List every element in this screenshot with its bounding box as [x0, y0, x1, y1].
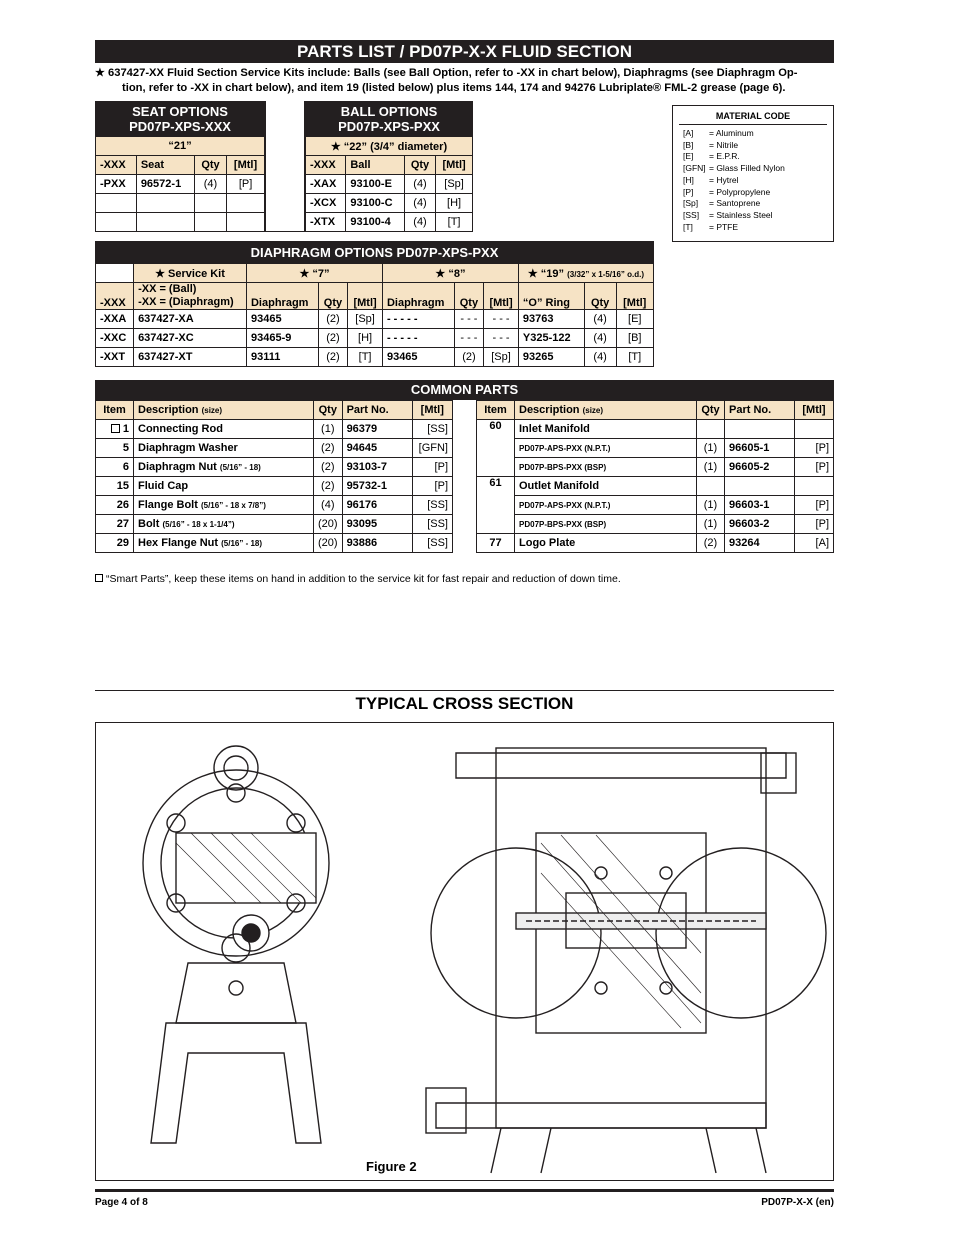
cp-h-qty: Qty	[314, 401, 343, 420]
cell	[96, 458, 134, 477]
cell: (1)	[697, 515, 725, 534]
material-code-row	[673, 187, 833, 199]
figure-label: Figure 2	[366, 1159, 417, 1174]
cell: [Sp]	[484, 348, 519, 367]
cell: 95732-1	[342, 477, 412, 496]
cell: 94645	[342, 439, 412, 458]
cell: (2)	[318, 348, 348, 367]
material-code-key: [T]	[683, 221, 693, 232]
material-code-value: = E.P.R.	[709, 151, 740, 162]
description: Bolt	[138, 518, 160, 530]
material-code-value: = Santoprene	[709, 198, 761, 209]
empty-divider-box	[265, 101, 305, 232]
document-id: PD07P-X-X (en)	[761, 1197, 834, 1208]
cell: [A]	[795, 534, 834, 553]
smart-parts-note	[95, 573, 621, 585]
material-code-key: [E]	[683, 151, 694, 162]
ball-title-1: BALL OPTIONS	[340, 104, 438, 119]
cell: (4)	[584, 329, 616, 348]
size: (5/16” - 18 x 7/8”)	[200, 501, 266, 510]
common-parts-left-table	[95, 400, 453, 553]
star-icon: ★	[95, 67, 106, 79]
ball-h-ball: Ball	[346, 156, 405, 175]
cell: [Sp]	[436, 175, 473, 194]
cell: (1)	[697, 496, 725, 515]
cell: 93264	[725, 534, 795, 553]
cell: 93111	[246, 348, 318, 367]
material-code-row	[673, 175, 833, 187]
cell: 637427-XC	[134, 329, 247, 348]
material-code-value: = Stainless Steel	[709, 209, 773, 220]
cell: - - - - -	[382, 329, 454, 348]
table-row	[96, 458, 453, 477]
cell: [T]	[348, 348, 383, 367]
material-code-row	[673, 128, 833, 140]
cross-section-title: TYPICAL CROSS SECTION	[355, 694, 574, 713]
cell: 96605-1	[725, 439, 795, 458]
note-line-2: tion, refer to -XX in chart below), and item 19 (listed below) plus items 144, 174 and 94276 Lubriplate® FML-2 grease (page 6).	[122, 82, 786, 94]
ball-title-2: PD07P-XPS-PXX	[338, 119, 440, 134]
seat-h-code: -XXX	[96, 156, 137, 175]
table-row	[306, 194, 473, 213]
checkbox-square-icon	[95, 574, 103, 582]
diaphragm-title: DIAPHRAGM OPTIONS PD07P-XPS-PXX	[96, 242, 654, 264]
dia-h: Qty	[454, 283, 484, 310]
cell	[96, 496, 134, 515]
cell: -XXA	[96, 310, 134, 329]
cell: - - -	[484, 329, 519, 348]
material-code-key: [SS]	[683, 209, 700, 220]
kit-sub	[134, 283, 247, 310]
cell: (4)	[404, 175, 435, 194]
cp-h-part: Part No.	[725, 401, 795, 420]
item-number: 26	[116, 499, 129, 511]
description: Connecting Rod	[138, 423, 223, 435]
description: Fluid Cap	[138, 480, 189, 492]
cell: (4)	[404, 194, 435, 213]
cell: [B]	[616, 329, 654, 348]
material-code-value: = Glass Filled Nylon	[709, 163, 785, 174]
cell: -XTX	[306, 213, 346, 232]
material-code-key: [P]	[683, 186, 694, 197]
material-code-key: [B]	[683, 139, 694, 150]
table-row	[306, 213, 473, 232]
material-code-box	[672, 105, 834, 242]
item-number: 6	[122, 461, 129, 473]
table-row	[96, 348, 654, 367]
item-number: 15	[116, 480, 129, 492]
cell: [SS]	[412, 496, 452, 515]
diaphragm-options-table	[95, 241, 654, 367]
table-row	[306, 175, 473, 194]
cell: [P]	[795, 496, 834, 515]
cp-h-qty: Qty	[697, 401, 725, 420]
cell: (4)	[584, 348, 616, 367]
table-row	[477, 420, 834, 439]
material-code-value: = Polypropylene	[709, 186, 771, 197]
cell: (2)	[314, 477, 343, 496]
cell: [SS]	[412, 515, 452, 534]
ball-h-code: -XXX	[306, 156, 346, 175]
cell: [P]	[412, 458, 452, 477]
table-row	[96, 213, 265, 232]
cell: 93100-4	[346, 213, 405, 232]
seat-h-seat: Seat	[136, 156, 194, 175]
group-8: ★ “8”	[382, 264, 518, 283]
material-code-value: = Aluminum	[709, 128, 754, 138]
material-code-row	[673, 140, 833, 152]
cell: (2)	[697, 534, 725, 553]
cell: (20)	[314, 515, 343, 534]
item-number: 29	[116, 537, 129, 549]
cell: 93095	[342, 515, 412, 534]
table-row	[477, 515, 834, 534]
common-parts-title: COMMON PARTS	[95, 380, 834, 400]
seat-h-qty: Qty	[194, 156, 226, 175]
cell: Outlet Manifold	[515, 477, 697, 496]
cell: 93763	[518, 310, 584, 329]
cell: 96603-1	[725, 496, 795, 515]
pump-cross-section-drawing	[96, 723, 833, 1180]
size: (5/16” - 18)	[221, 539, 263, 548]
cell: - - -	[484, 310, 519, 329]
cell: 60	[477, 420, 515, 477]
cell: 93100-E	[346, 175, 405, 194]
item-number: 5	[122, 442, 129, 454]
cell: 93100-C	[346, 194, 405, 213]
cell: -PXX	[96, 175, 137, 194]
description: Diaphragm Washer	[138, 442, 238, 454]
cell: - - - - -	[382, 310, 454, 329]
material-code-key: [Sp]	[683, 198, 699, 209]
smart-part-icon	[111, 424, 120, 433]
cell: 96605-2	[725, 458, 795, 477]
cell: 77	[477, 534, 515, 553]
cell: (1)	[697, 458, 725, 477]
cell: (4)	[584, 310, 616, 329]
cell: 93465	[246, 310, 318, 329]
dia-h: [Mtl]	[484, 283, 519, 310]
cell: (2)	[318, 310, 348, 329]
cell: 96603-2	[725, 515, 795, 534]
table-row	[477, 458, 834, 477]
material-code-row	[673, 163, 833, 175]
cell: 637427-XT	[134, 348, 247, 367]
cell: PD07P-APS-PXX (N.P.T.)	[515, 439, 697, 458]
cell	[96, 420, 134, 439]
description: Hex Flange Nut	[138, 537, 219, 549]
cell: (1)	[697, 439, 725, 458]
cell: PD07P-BPS-PXX (BSP)	[515, 515, 697, 534]
kit-sub-diaphragm: -XX = (Diaphragm)	[138, 296, 234, 308]
material-code-title: MATERIAL CODE	[679, 106, 827, 125]
divider	[95, 690, 834, 691]
table-row	[477, 439, 834, 458]
cp-h-mtl: [Mtl]	[412, 401, 452, 420]
item-number: 27	[116, 518, 129, 530]
service-kit-note	[95, 66, 835, 96]
ball-h-mtl: [Mtl]	[436, 156, 473, 175]
table-row	[96, 534, 453, 553]
group-7: ★ “7”	[246, 264, 382, 283]
size: (5/16” - 18 x 1-1/4”)	[162, 520, 235, 529]
dia-h: Diaphragm	[382, 283, 454, 310]
cell: [H]	[348, 329, 383, 348]
table-row	[96, 175, 265, 194]
cell: [T]	[616, 348, 654, 367]
cell: [T]	[436, 213, 473, 232]
cell: -XAX	[306, 175, 346, 194]
group-19	[518, 264, 653, 283]
cell: 93265	[518, 348, 584, 367]
cell	[134, 420, 314, 439]
cell: Inlet Manifold	[515, 420, 697, 439]
cell: (4)	[194, 175, 226, 194]
cell: 96379	[342, 420, 412, 439]
seat-title-1: SEAT OPTIONS	[132, 104, 228, 119]
seat-h-mtl: [Mtl]	[227, 156, 265, 175]
seat-sub: “21”	[96, 137, 265, 156]
page-title: PARTS LIST / PD07P-X-X FLUID SECTION	[95, 40, 834, 63]
cp-h-desc: Description	[519, 404, 580, 416]
cp-h-size: (size)	[201, 406, 223, 415]
cp-h-desc: Description	[138, 404, 199, 416]
dia-h: [Mtl]	[348, 283, 383, 310]
cell: PD07P-APS-PXX (N.P.T.)	[515, 496, 697, 515]
table-row	[96, 194, 265, 213]
cell: 93465	[382, 348, 454, 367]
cell: [SS]	[412, 534, 452, 553]
footer-divider	[95, 1189, 834, 1192]
cell	[134, 439, 314, 458]
material-code-value: = PTFE	[709, 221, 739, 232]
table-row	[477, 496, 834, 515]
note-line-1: 637427-XX Fluid Section Service Kits include: Balls (see Ball Option, refer to -XX in chart below), Diaphragms (see Diaphragm Op-	[108, 67, 798, 79]
cell: [SS]	[412, 420, 452, 439]
cell: 96176	[342, 496, 412, 515]
group-service-kit: ★ Service Kit	[134, 264, 247, 283]
cell	[96, 534, 134, 553]
ball-sub: ★ “22” (3/4” diameter)	[306, 137, 473, 156]
cell: -XCX	[306, 194, 346, 213]
cell: [P]	[795, 515, 834, 534]
table-row	[96, 329, 654, 348]
cell	[134, 477, 314, 496]
smart-parts-text: “Smart Parts”, keep these items on hand in addition to the service kit for fast repair and reduction of down time.	[106, 573, 621, 585]
cell: -XXC	[96, 329, 134, 348]
cp-h-item: Item	[477, 401, 515, 420]
cell: (2)	[318, 329, 348, 348]
cell: -XXT	[96, 348, 134, 367]
cell: Logo Plate	[515, 534, 697, 553]
dia-h: Qty	[318, 283, 348, 310]
cp-h-mtl: [Mtl]	[795, 401, 834, 420]
cell	[96, 439, 134, 458]
cp-h-item: Item	[96, 401, 134, 420]
cell: [P]	[227, 175, 265, 194]
cell: (2)	[314, 439, 343, 458]
table-row	[96, 420, 453, 439]
table-row	[96, 310, 654, 329]
cell	[134, 458, 314, 477]
material-code-key: [H]	[683, 174, 694, 185]
table-row	[477, 477, 834, 496]
cell: - - -	[454, 310, 484, 329]
material-code-key: [A]	[683, 128, 694, 138]
material-code-row	[673, 151, 833, 163]
cell	[134, 534, 314, 553]
cell: [E]	[616, 310, 654, 329]
material-code-value: = Nitrile	[709, 139, 739, 150]
table-row	[96, 439, 453, 458]
cell: (4)	[404, 213, 435, 232]
cell: [Sp]	[348, 310, 383, 329]
seat-title-2: PD07P-XPS-XXX	[129, 119, 231, 134]
material-code-value: = Hytrel	[709, 174, 739, 185]
cp-h-part: Part No.	[342, 401, 412, 420]
cell: (1)	[314, 420, 343, 439]
cell: 93103-7	[342, 458, 412, 477]
size: (5/16” - 18)	[219, 463, 261, 472]
seat-options-table	[95, 101, 265, 232]
material-code-row	[673, 210, 833, 222]
dia-h: Diaphragm	[246, 283, 318, 310]
cell: (2)	[314, 458, 343, 477]
material-code-row	[673, 198, 833, 210]
dia-h: Qty	[584, 283, 616, 310]
cell: 93465-9	[246, 329, 318, 348]
item-number: 1	[122, 423, 129, 435]
ball-h-qty: Qty	[404, 156, 435, 175]
cell: (2)	[454, 348, 484, 367]
cell: 96572-1	[136, 175, 194, 194]
material-code-row	[673, 222, 833, 234]
cell	[134, 496, 314, 515]
table-row	[96, 477, 453, 496]
table-row	[96, 496, 453, 515]
cp-h-size: (size)	[582, 406, 604, 415]
cell: [H]	[436, 194, 473, 213]
page-number: Page 4 of 8	[95, 1197, 148, 1208]
cell: [P]	[795, 439, 834, 458]
cell: [P]	[795, 458, 834, 477]
cell: (4)	[314, 496, 343, 515]
table-row	[96, 515, 453, 534]
dia-h-code: -XXX	[96, 283, 134, 310]
cell: 637427-XA	[134, 310, 247, 329]
table-row	[477, 534, 834, 553]
description: Flange Bolt	[138, 499, 198, 511]
cell	[134, 515, 314, 534]
cross-section-figure	[95, 722, 834, 1181]
common-parts-right-table	[476, 400, 834, 553]
ball-options-table	[305, 101, 473, 232]
material-code-key: [GFN]	[683, 163, 706, 174]
cell: [P]	[412, 477, 452, 496]
dia-h: [Mtl]	[616, 283, 654, 310]
cell: - - -	[454, 329, 484, 348]
cell: PD07P-BPS-PXX (BSP)	[515, 458, 697, 477]
cell: 61	[477, 477, 515, 534]
group-19-size: (3/32” x 1-5/16” o.d.)	[567, 269, 645, 279]
cell: Y325-122	[518, 329, 584, 348]
cell	[96, 477, 134, 496]
cell: (20)	[314, 534, 343, 553]
kit-sub-ball: -XX = (Ball)	[138, 283, 197, 295]
description: Diaphragm Nut	[138, 461, 217, 473]
cell: 93886	[342, 534, 412, 553]
cell: [GFN]	[412, 439, 452, 458]
dia-h: “O” Ring	[518, 283, 584, 310]
group-19-label: ★ “19”	[527, 267, 565, 280]
cell	[96, 515, 134, 534]
